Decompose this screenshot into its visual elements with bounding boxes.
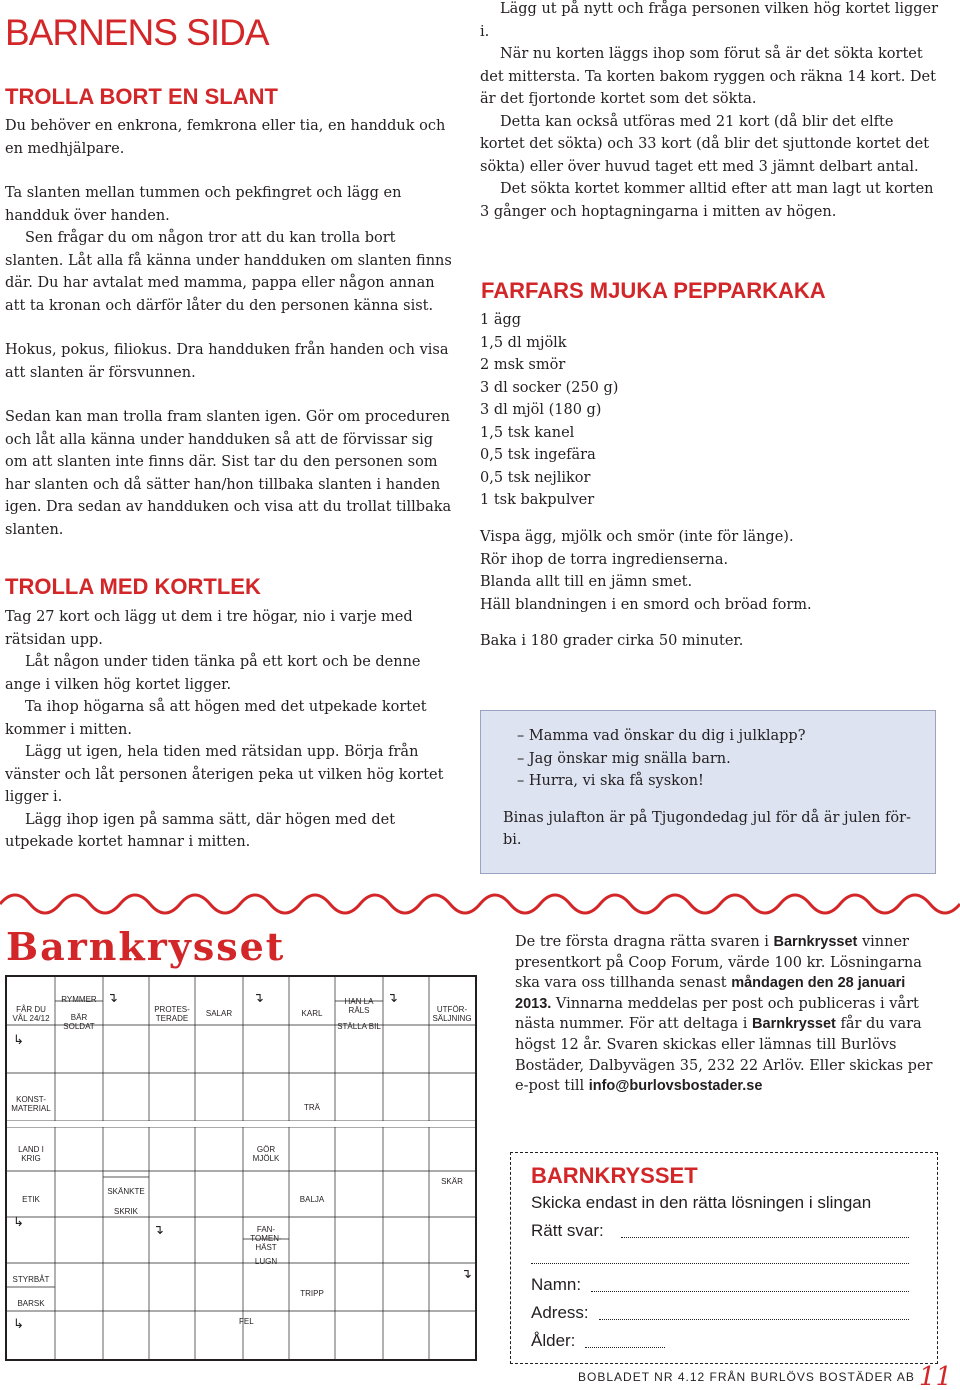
address-label: Adress: [531,1303,589,1322]
trick2-p6: Lägg ut på nytt och fråga personen vilken hög kortet ligger i. [480,1,939,40]
clue-konstmaterial: KONST-MATERIAL [11,1095,51,1113]
entry-coupon [510,1152,938,1364]
recipe-steps [480,526,940,653]
trick2-text-right [480,0,940,223]
clue-balja: BALJA [299,1195,325,1204]
clue-lugn: LUGN [254,1257,278,1266]
clue-fel: FEL [239,1317,254,1326]
clue-rymmer: RYMMER [61,995,97,1004]
recipe-step: Rör ihop de torra ingredienserna. [480,551,729,568]
trick1-p1: Du behöver en enkrona, femkrona eller tia, en handduk och en medhjälpare. [5,118,446,157]
clue-salar: SALAR [205,1009,233,1018]
page-number: 11 [918,1362,952,1390]
arrow-down-right-icon: ↴ [387,991,398,1006]
ingredient: 1,5 tsk kanel [480,424,575,441]
clue-gor-mjolk: GÖR MJÖLK [252,1145,280,1163]
answer-field-line2[interactable] [531,1263,909,1264]
trick2-p9: Det sökta kortet kommer alltid efter att man lagt ut korten 3 gånger och hoptagningarna i mitten av högen. [480,181,934,220]
ingredient: 1,5 dl mjölk [480,334,567,351]
joke-line: – Hurra, vi ska få syskon! [517,773,704,789]
ingredient: 0,5 tsk nejlikor [480,469,591,486]
trick2-p7: När nu korten läggs ihop som förut så är det sökta kortet det mittersta. Ta korten bakom ryggen och räkna 14 kort. Det är det fjortonde kortet som det sökta. [480,46,936,107]
info-t4: får du vara högst 12 år. Svaren skickas eller lämnas till Burlövs Bostäder, Dalbyvägen 35, 232 22 Arlöv. Eller skickas per e-post till [515,1016,933,1095]
clue-han-la: HAN LA RÄLS [344,997,374,1015]
ingredient: 2 msk smör [480,357,566,373]
trick1-p4: Hokus, pokus, filiokus. Dra handduken från handen och visa att slanten är försvunnen. [5,342,449,381]
age-label: Ålder: [531,1331,576,1350]
answer-field[interactable] [621,1237,909,1238]
recipe-bake: Baka i 180 grader cirka 50 minuter. [480,633,744,649]
joke-punchline: Binas julafton är på Tjugondedag jul för då är julen för-bi. [503,809,911,848]
clue-etik: ETIK [22,1195,40,1204]
joke-line: – Mamma vad önskar du dig i julklapp? [517,728,806,744]
info-b2: måndagen den 28 januari 2013. [515,975,906,1012]
joke-box [480,710,936,874]
footer [578,1362,952,1390]
answer-label: Rätt svar: [531,1221,604,1240]
crossword-lines [7,977,475,1359]
clue-tra: TRÄ [304,1103,320,1112]
trick1-p3: Sen frågar du om någon tror att du kan trolla bort slanten. Låt alla få känna under handduken om slanten finns där. Du har avtalat med mamma, pappa eller någon annan att ta kronan och därför låter du den personen känna sist. [5,230,452,314]
info-t3: Vinnarna meddelas per post och publiceras i vårt nästa nummer. För att deltaga i [515,995,919,1033]
trick2-p2: Låt någon under tiden tänka på ett kort och be denne ange i vilken hög kortet ligger. [5,654,421,693]
clue-skankte: SKÄNKTE [107,1187,145,1196]
info-b3: Barnkrysset [752,1016,836,1033]
recipe-step: Häll blandningen i en smord och bröad form. [480,596,812,613]
clue-land-i-krig: LAND I KRIG [18,1145,44,1163]
ingredient: 3 dl mjöl (180 g) [480,402,602,418]
clue-tripp: TRIPP [300,1289,324,1298]
trick1-p5: Sedan kan man trolla fram slanten igen. Gör om proceduren och låt alla känna under handduken så att de förvissar sig om att slanten inte finns där. Sist tar du den personen som har slanten och då sätter han/hon tillbaka slanten i handen igen. Dra sedan av handduken och visa att du trollat tillbaka slanten. [5,409,452,538]
arrow-down-right-icon: ↴ [107,991,118,1006]
arrow-right-down-icon: ↳ [13,1033,24,1048]
wave-divider [0,886,960,916]
page-title: BARNENS SIDA [5,12,269,53]
arrow-down-right-icon: ↴ [153,1223,164,1238]
arrow-right-down-icon: ↳ [13,1317,24,1332]
trick2-p5: Lägg ihop igen på samma sätt, där högen med det utpekade kortet hamnar i mitten. [5,811,396,850]
footer-text: BOBLADET NR 4.12 FRÅN BURLÖVS BOSTÄDER AB [578,1370,915,1384]
coupon-title: BARNKRYSSET [531,1163,698,1188]
address-field[interactable] [599,1319,909,1320]
recipe-step: Blanda allt till en jämn smet. [480,574,693,590]
trick2-text-left [5,606,457,854]
arrow-down-right-icon: ↴ [253,991,264,1006]
recipe-ingredients [480,309,940,512]
arrow-down-right-icon: ↴ [461,1267,472,1282]
crossword-grid[interactable] [5,975,477,1361]
clue-bar: BÄR SOLDAT [63,1013,95,1031]
clue-skrik: SKRIK [113,1207,138,1216]
trick2-heading: TROLLA MED KORTLEK [5,574,261,599]
clue-barsk: BARSK [17,1299,45,1308]
trick2-p1: Tag 27 kort och lägg ut dem i tre högar, nio i varje med rätsidan upp. [5,609,413,648]
clue-utforsaljning: UTFÖR-SÄLJNING [432,1005,472,1023]
trick1-text [5,115,457,541]
clue-far-du: FÅR DU VÅL 24/12 [12,1005,50,1023]
crossword-title: Barnkrysset [6,924,286,969]
recipe-heading: FARFARS MJUKA PEPPARKAKA [481,278,826,303]
info-t2: vinner presentkort på Coop Forum, värde 100 kr. Lösningarna ska vara oss tillhanda senast [515,934,922,992]
name-field[interactable] [591,1291,909,1292]
info-b1: Barnkrysset [773,934,858,950]
ingredient: 3 dl socker (250 g) [480,379,619,396]
trick2-p3: Ta ihop högarna så att högen med det utpekade kortet kommer i mitten. [5,699,427,738]
clue-stalla-bil: STÄLLA BIL [337,1022,381,1031]
joke-line: – Jag önskar mig snälla barn. [517,750,731,767]
trick2-p8: Detta kan också utföras med 21 kort (då blir det elfte kortet det sökta) och 33 kort (då blir det sjuttonde kortet det sökta) eller över huvud taget ett med 3 jämnt delbart antal. [480,113,930,175]
trick2-p4: Lägg ut igen, hela tiden med rätsidan upp. Börja från vänster och låt personen återigen peka ut vilken hög kortet ligger i. [5,744,444,805]
clue-fantomenhast: FAN-TOMEN-HÄST [250,1225,282,1252]
clue-protesterade: PROTES-TERADE [154,1005,190,1023]
name-label: Namn: [531,1275,582,1294]
clue-styrbat: STYRBÅT [12,1275,50,1284]
clue-skar: SKÄR [441,1177,463,1186]
info-email[interactable]: info@burlovsbostader.se [588,1078,763,1095]
clue-karl: KARL [301,1009,323,1018]
recipe-step: Vispa ägg, mjölk och smör (inte för länge). [480,529,794,545]
ingredient: 1 tsk bakpulver [480,492,595,508]
ingredient: 1 ägg [480,312,522,328]
age-field[interactable] [585,1347,665,1348]
arrow-right-down-icon: ↳ [13,1215,24,1230]
trick1-heading: TROLLA BORT EN SLANT [5,84,278,109]
ingredient: 0,5 tsk ingefära [480,447,596,463]
coupon-instruction: Skicka endast in den rätta lösningen i slingan [531,1193,872,1212]
crossword-info [515,932,935,1097]
trick1-p2: Ta slanten mellan tummen och pekfingret och lägg en handduk över handen. [5,185,402,224]
info-t1: De tre första dragna rätta svaren i [515,934,774,950]
